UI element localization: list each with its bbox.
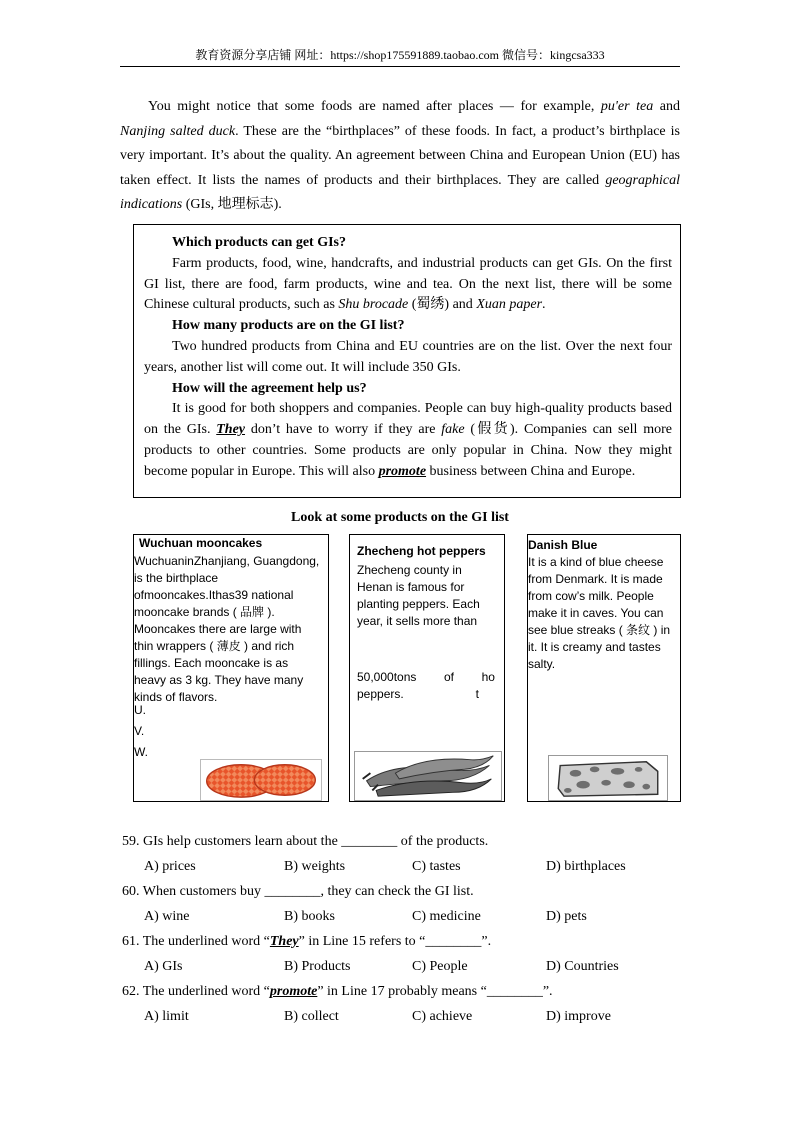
intro-text-b: . These are the “birthplaces” of these foods. In fact, a product’s birthplace is very important. It’s about the quality. An agreement between China and European Union (EU) has taken effect. It lists the names of products and their birthplaces. They are called xyxy=(120,123,680,188)
underlined-they: They xyxy=(216,422,246,438)
gi-answer-1 xyxy=(144,254,672,316)
question-text: GIs help customers learn about the xyxy=(143,834,342,849)
option-a[interactable]: A) GIs xyxy=(144,959,183,974)
card-line: thin wrappers ( 薄皮 ) and rich xyxy=(134,639,295,653)
gi-info-box xyxy=(133,224,681,498)
tail-word: peppers. xyxy=(357,687,404,701)
card-line: salty. xyxy=(528,657,556,671)
questions-section xyxy=(122,832,682,1032)
gi-answer-3 xyxy=(144,399,672,482)
card-line: year, it sells more than xyxy=(357,614,478,628)
gi-question-3: How will the agreement help us? xyxy=(172,380,367,396)
card-line: mooncake brands ( 品牌 ). xyxy=(134,605,275,619)
intro-nanjing: Nanjing salted duck xyxy=(120,123,236,139)
card-danish-blue xyxy=(527,534,681,802)
card-zhecheng-peppers xyxy=(349,534,505,802)
options-61 xyxy=(122,957,682,982)
option-c[interactable]: C) tastes xyxy=(412,859,461,874)
card-line: It is a kind of blue cheese xyxy=(528,555,664,569)
underlined-promote: promote xyxy=(378,463,427,479)
question-61 xyxy=(122,932,682,957)
tail-word: ho xyxy=(481,670,495,684)
gi-question-2: How many products are on the GI list? xyxy=(172,318,405,334)
question-text: of the products. xyxy=(397,834,489,849)
question-number: 59. xyxy=(122,834,140,849)
gi-answer-3-a: It is good for both shoppers and companies. People can buy high-quality products based on the GIs. xyxy=(144,401,672,438)
option-a[interactable]: A) wine xyxy=(144,909,190,924)
card-line: ofmooncakes.Ithas39 national xyxy=(134,588,294,602)
question-blank: ________ xyxy=(425,934,482,949)
intro-text-a: You might notice that some foods are named after places — for example, xyxy=(148,99,601,114)
question-text: The underlined word “ xyxy=(142,984,270,999)
card-title: Wuchuan mooncakes xyxy=(139,536,263,550)
question-blank: ________ xyxy=(486,984,543,999)
card-tail xyxy=(357,669,495,703)
tail-row xyxy=(357,669,495,686)
question-text: The underlined word “ xyxy=(142,934,270,949)
card-line: it. It is creamy and tastes xyxy=(528,640,661,654)
card-body xyxy=(357,562,498,630)
options-62 xyxy=(122,1007,682,1032)
card-line: see blue streaks ( 条纹 ) in xyxy=(528,623,671,637)
intro-paragraph xyxy=(120,95,680,218)
card-line: Mooncakes there are large with xyxy=(134,622,302,636)
question-text: , they can check the GI list. xyxy=(320,884,474,899)
tail-word: of xyxy=(444,670,455,684)
card-line: planting peppers. Each xyxy=(357,597,480,611)
option-c[interactable]: C) People xyxy=(412,959,468,974)
page-header: 教育资源分享店铺 网址：https://shop175591889.taobao.com 微信号：kingcsa333 xyxy=(195,48,605,62)
option-d[interactable]: D) pets xyxy=(546,909,587,924)
tail-word: 50,000tons xyxy=(357,670,417,684)
underlined-word: They xyxy=(269,934,299,949)
option-b[interactable]: B) weights xyxy=(284,859,346,874)
gi-question-1: Which products can get GIs? xyxy=(172,235,346,250)
gi-fake: fake xyxy=(441,422,465,438)
cheese-image xyxy=(548,755,668,801)
pepper-image xyxy=(354,751,502,801)
intro-gi-term: geographical indications xyxy=(120,172,680,212)
option-c[interactable]: C) achieve xyxy=(412,1009,473,1024)
option-c[interactable]: C) medicine xyxy=(412,909,481,924)
mooncake-image xyxy=(200,759,322,801)
question-text: ”. xyxy=(542,984,553,999)
question-text: ” in Line 17 probably means “ xyxy=(317,984,487,999)
gi-xuan-paper: Xuan paper xyxy=(476,297,543,313)
gi-answer-1-a: Farm products, food, wine, handcrafts, and industrial products can get GIs. On the first GI list, there are food, farm products, wine and tea. On the next list, there will be some Chinese cultural products, such as xyxy=(144,255,672,313)
option-a[interactable]: A) limit xyxy=(144,1009,189,1024)
intro-puer: pu'er tea xyxy=(600,99,654,114)
option-a[interactable]: A) prices xyxy=(144,859,196,874)
card-line: from cow’s milk. People xyxy=(528,589,654,603)
card-line: is the birthplace xyxy=(134,571,219,585)
gi-shu-brocade: Shu brocade xyxy=(338,297,409,313)
question-62 xyxy=(122,982,682,1007)
question-59 xyxy=(122,832,682,857)
card-line: Henan is famous for xyxy=(357,580,465,594)
option-d[interactable]: D) Countries xyxy=(546,959,619,974)
card-line: fillings. Each mooncake is as xyxy=(134,656,289,670)
gi-answer-3-b: don’t have to worry if they are xyxy=(245,422,442,438)
question-text: ” in Line 15 refers to “ xyxy=(298,934,426,949)
question-number: 60. xyxy=(122,884,140,899)
card-wuchuan-mooncakes xyxy=(133,534,329,802)
card-body xyxy=(134,553,328,706)
card-line: make it in caves. You can xyxy=(528,606,664,620)
gi-answer-2: Two hundred products from China and EU countries are on the list. Over the next four years, another list will come out. It will include 350 GIs. xyxy=(144,338,672,375)
question-text: When customers buy xyxy=(142,884,265,899)
question-blank: ________ xyxy=(341,834,398,849)
option-b[interactable]: B) books xyxy=(284,909,335,924)
option-d[interactable]: D) birthplaces xyxy=(546,859,626,874)
card-line: Zhecheng county in xyxy=(357,563,462,577)
intro-and: and xyxy=(653,99,680,114)
card-title: Danish Blue xyxy=(528,538,598,552)
card-line: heavy as 3 kg. They have many xyxy=(134,673,304,687)
tail-row xyxy=(357,686,495,703)
gi-answer-3-c: (假货). Companies can sell more products to other countries. Some products are only popular in China. Now they might become popular in Europe. This will also xyxy=(144,422,672,479)
intro-text-c: (GIs, 地理标志). xyxy=(182,197,282,212)
list-letter: W. xyxy=(134,745,148,759)
list-letter: U. xyxy=(134,703,146,717)
question-number: 61. xyxy=(122,934,140,949)
option-d[interactable]: D) improve xyxy=(546,1009,611,1024)
tail-word: t xyxy=(475,687,479,701)
question-blank: ________ xyxy=(264,884,321,899)
options-59 xyxy=(122,857,682,882)
question-text: ”. xyxy=(481,934,492,949)
card-line: WuchuaninZhanjiang, Guangdong, xyxy=(134,554,320,568)
question-60 xyxy=(122,882,682,907)
list-letter: V. xyxy=(134,724,145,738)
header-rule xyxy=(120,66,680,67)
option-b[interactable]: B) collect xyxy=(284,1009,339,1024)
underlined-word: promote xyxy=(269,984,318,999)
gi-answer-1-b: (蜀绣) and xyxy=(408,297,477,313)
card-title: Zhecheng hot peppers xyxy=(357,544,486,558)
card-body xyxy=(528,554,676,673)
section-title: Look at some products on the GI list xyxy=(291,510,509,525)
card-line: from Denmark. It is made xyxy=(528,572,663,586)
option-b[interactable]: B) Products xyxy=(284,959,351,974)
options-60 xyxy=(122,907,682,932)
list-letters xyxy=(134,700,148,763)
question-number: 62. xyxy=(122,984,140,999)
gi-answer-3-d: business between China and Europe. xyxy=(426,463,636,479)
card-line: kinds of flavors. xyxy=(134,690,218,704)
gi-answer-1-c: . xyxy=(542,297,546,313)
